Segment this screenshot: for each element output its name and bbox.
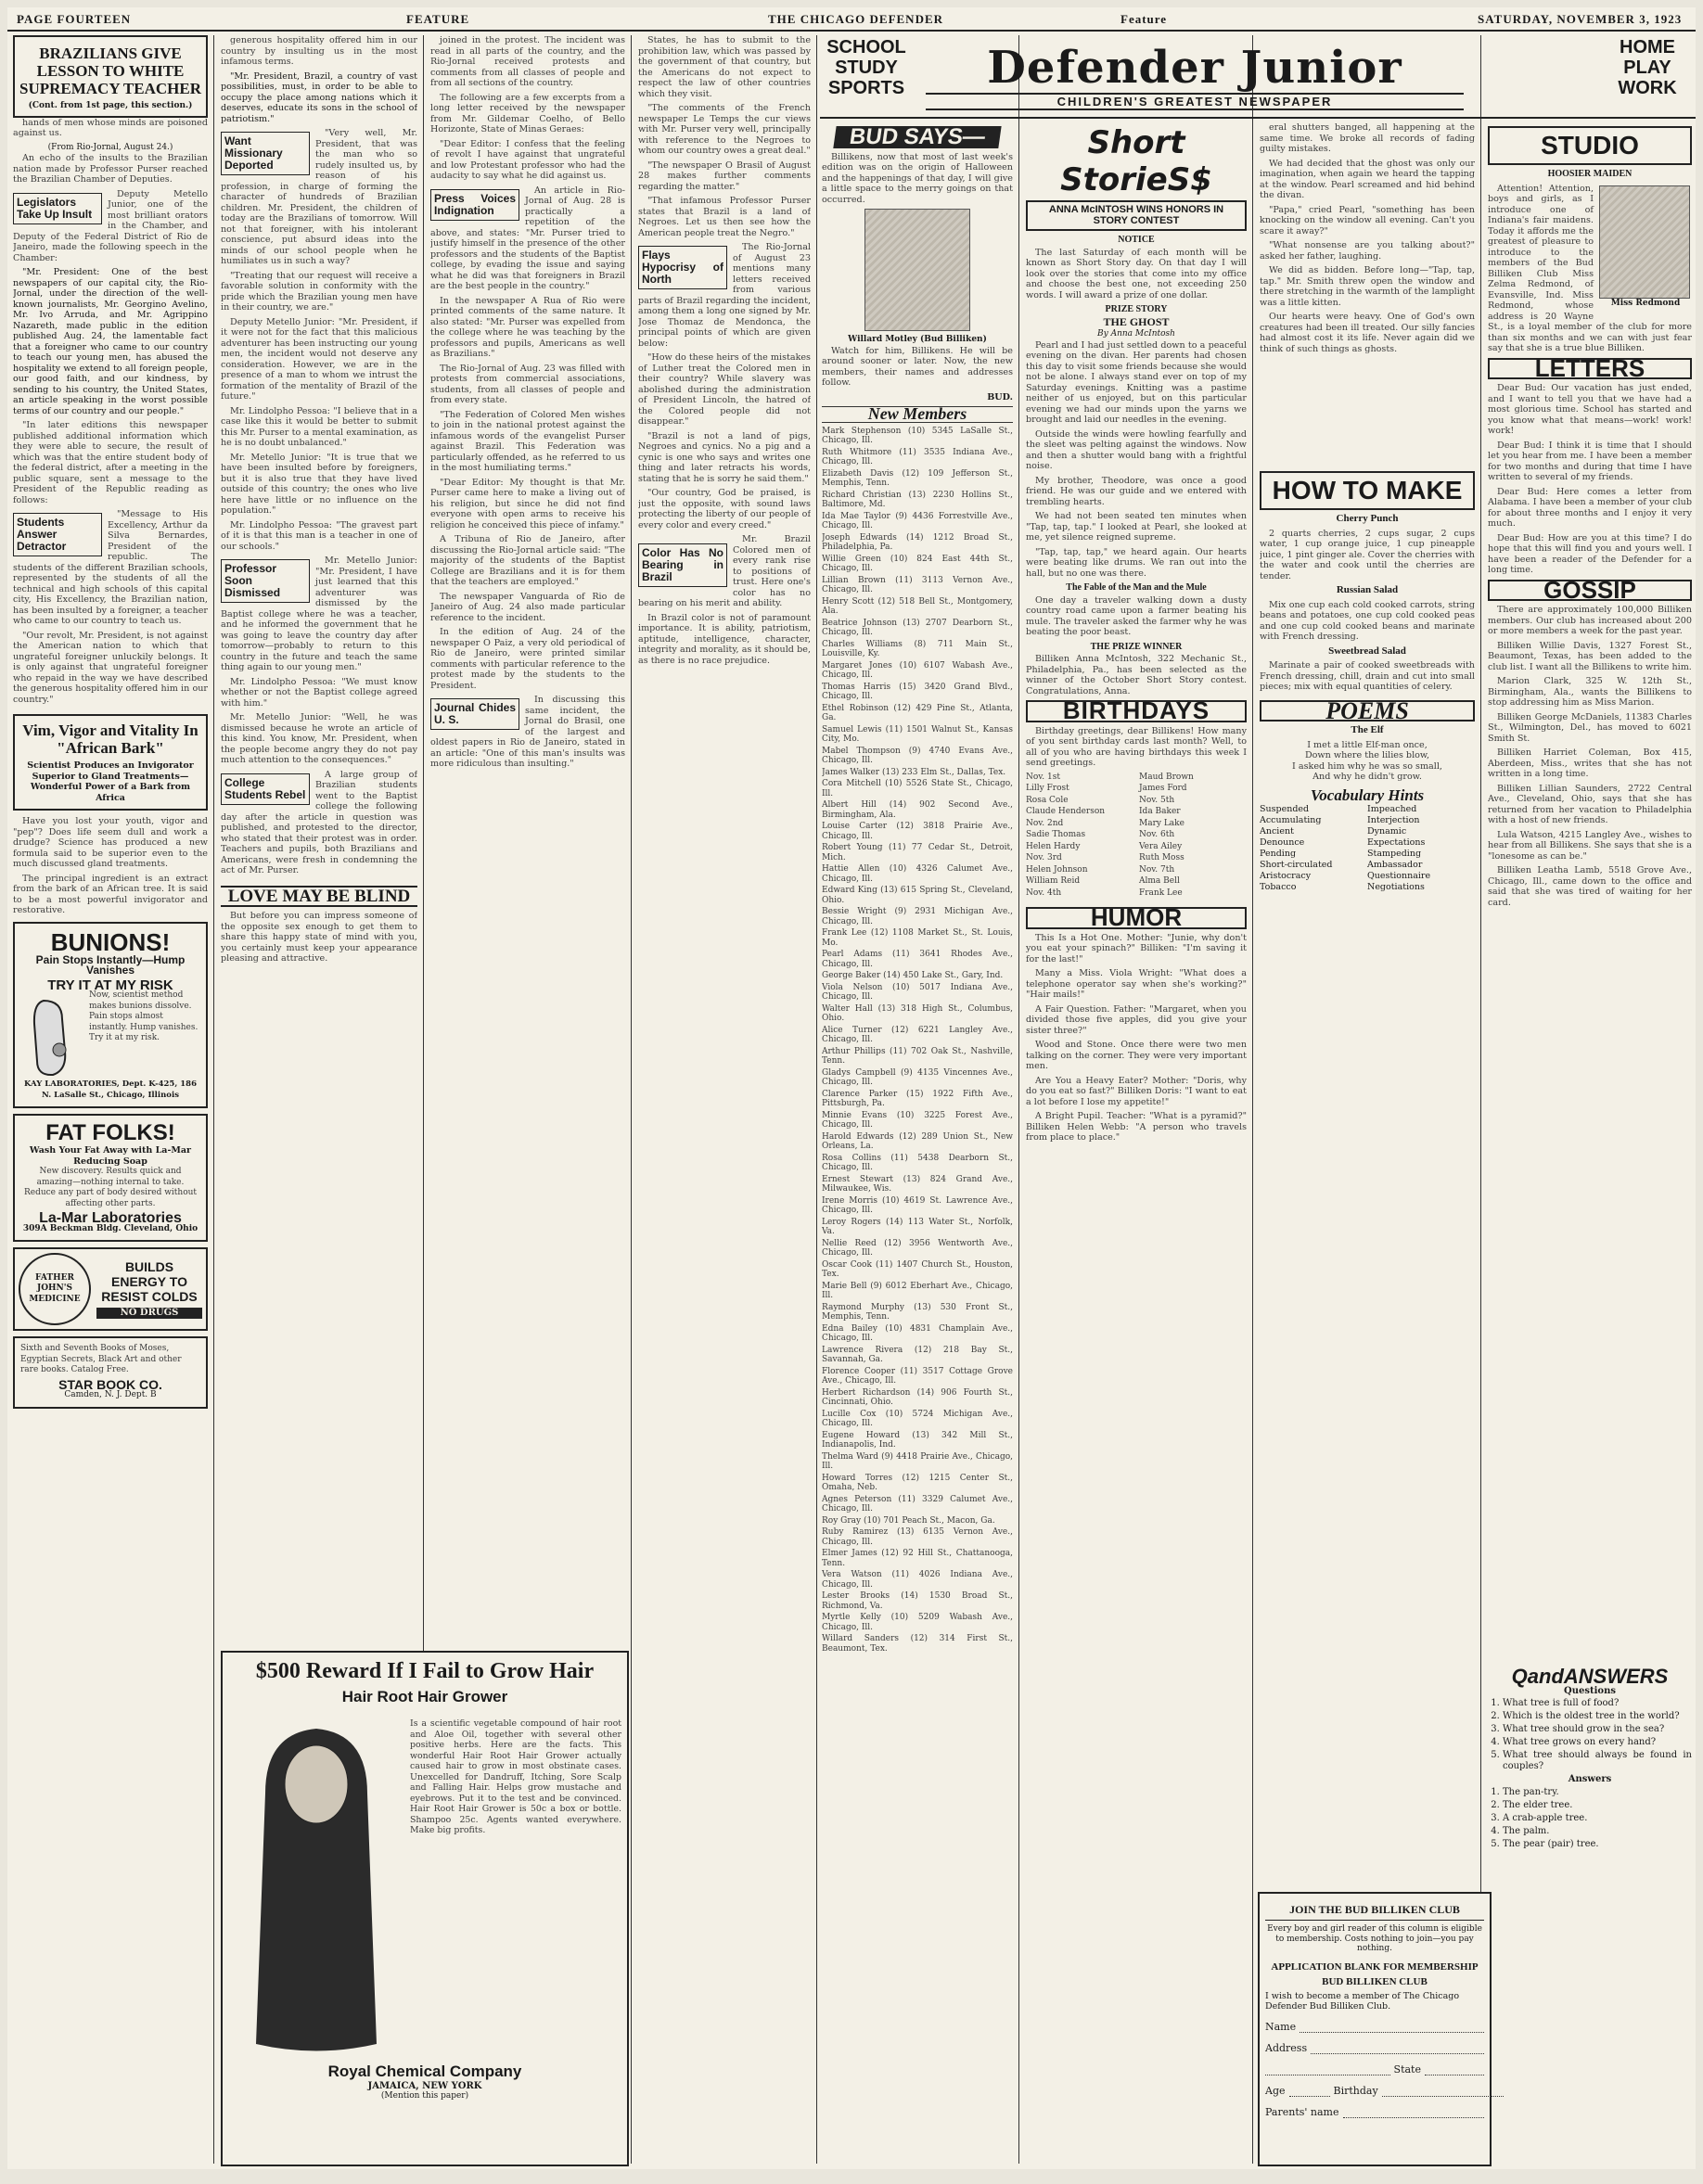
section-label-left: FEATURE: [406, 12, 470, 26]
slogan-study: STUDY: [835, 57, 898, 78]
box-head-professor: Professor Soon Dismissed: [221, 559, 310, 603]
qa-section: QandANSWERS Questions 1. What tree is full of food? 2. Which is the oldest tree in the world? 3. What tree should grow in the sea? 4. What tree grows on every hand? 5. What tree should always be found in couples? Answers 1. The pan-try. 2. The elder tree. 3. A crab-apple tree. 4. The palm. 5. The pear (pair) tree.: [1488, 1667, 1692, 2164]
anna-headline: ANNA McINTOSH WINS HONORS IN STORY CONTEST: [1026, 200, 1247, 231]
ad-royal-note: (Mention this paper): [380, 2091, 469, 2101]
club-application: [1258, 1892, 1492, 2166]
name-field[interactable]: [1300, 2017, 1484, 2033]
box-head-missionary: Want Missionary Deported: [221, 132, 310, 175]
ad-bunions-try: TRY IT AT MY RISK: [47, 977, 173, 993]
russian-salad-head: Russian Salad: [1336, 584, 1399, 595]
column-rule: [1018, 35, 1019, 2164]
hoosier-head: HOOSIER MAIDEN: [1547, 169, 1633, 179]
state-label: State: [1393, 2063, 1421, 2075]
ad-vim-subtitle: Scientist Produces an Invigorator Superior to Gland Treatments—Wonderful Power of a Bark from Africa: [27, 760, 194, 803]
column-3: joined in the protest. The incident was read in all parts of the country, and the Rio-Jornal received protests and comments from all classes of people and from all sections of the country. The following are a few excerpts from a long letter received by the newspaper from Mr. Gildemar Coelho, of Bello Horizonte, State of Minas Geraes: "Dear Editor: I confess that the feeling of revolt I have against that ungrateful and low Protestant professor who had the audacity to say what he did against us. Press Voices Indignation An article in Rio-Jornal of Aug. 28 is practically a repetition of the above, and states: "Mr. Purser tried to justify himself in the presence of the other professors and the students of the Baptist college, by evading the issue and saying what he did was that foreigners in Brazil are the best people in the country." In the newspaper A Rua of Rio were printed comments of the same nature. It also stated: "Mr. Purser was expelled from the college where he was teaching by the professors and pupils, Americans as well as Brazilians." The Rio-Jornal of Aug. 23 was filled with protests from commercial associations, students, from all classes of people and from every state. "The Federation of Colored Men wishes to join in the national protest against the infamous words of the evangelist Purser against Brazil. This Federation was particularly offended, as he referred to us in the most humiliating terms." "Dear Editor: My thought is that Mr. Purser came here to make a living out of his religion, but since he did not find everyone with open arms to receive his religion he conceived this piece of infamy." A Tribuna of Rio de Janeiro, after discussing the Rio-Jornal article said: "The majority of the students of the Baptist College are Brazilians and it is for them that the teachers are employed." The newspaper Vanguarda of Rio de Janeiro of Aug. 24 also made particular reference to the incident. In the edition of Aug. 24 of the newspaper O Paiz, a very old periodical of Rio de Janeiro, were printed similar comments with particular reference to the protest made by the students to the President. Journal Chides U. S. In discussing this same incident, the Jornal do Brasil, one of the largest and oldest papers in Rio de Janeiro, stated in an article: "One of this man's insults was more ridiculous than insulting.": [430, 35, 625, 769]
app-title: APPLICATION BLANK FOR MEMBERSHIP: [1271, 1960, 1479, 1973]
slogan-sports: SPORTS: [827, 78, 905, 98]
question: 1. What tree is full of food?: [1503, 1698, 1692, 1709]
vocab-word: Stampeding: [1367, 849, 1422, 859]
slogan-play: PLAY: [1623, 57, 1671, 78]
parents-field[interactable]: [1343, 2102, 1485, 2118]
vocab-word: Short-circulated: [1260, 860, 1333, 870]
box-head-legislators: Legislators Take Up Insult: [13, 193, 102, 224]
page-number: PAGE FOURTEEN: [17, 12, 132, 26]
birthday-field[interactable]: [1382, 2081, 1504, 2097]
newspaper-page: [7, 7, 1696, 2169]
gossip-head: GOSSIP: [1488, 580, 1692, 602]
new-members-head: New Members: [822, 406, 1013, 423]
ghost-title: THE GHOST: [1103, 314, 1170, 328]
ad-royal-chemical: Royal Chemical Company: [327, 2063, 522, 2080]
birthday-label: Birthday: [1333, 2084, 1378, 2097]
vocab-word: Aristocracy: [1260, 871, 1312, 881]
ad-african-bark: [13, 714, 208, 811]
column-1: BRAZILIANS GIVE LESSON TO WHITE SUPREMACY TEACHER (Cont. from 1st page, this section.) hands of men whose minds are poisoned against us. (From Rio-Jornal, August 24.) An echo of the insults to the Brazilian nation made by Professor Purser reached the Brazilian Chamber of Deputies. Legislators Take Up Insult Deputy Metello Junior, one of the most brilliant orators in the Chamber, and Deputy of the Federal District of Rio de Janeiro, made the following speech in the Chamber: "Mr. President: One of the best newspapers of our capital city, the Rio-Jornal, under the direction of the well-known journalists, Mr. Georgino Avelino, Mr. Ivo Arruda, and Mr. Agrippino Nazareth, made public in the edition published Aug. 24, the lamentable fact that a foreigner who came to our country to teach our young men, has abused the hospitality we extend to all foreign people, our good faith, and our kindness, by sending to his country, the United States, an article speaking in the worst possible terms of our country and our people." "In later editions this newspaper published additional information which they were able to secure, the result of which was that the entire student body of the federal district, after a meeting in the public square, sent a message to the President of the Republic reading as follows: Students Answer Detractor "Message to His Excellency, Arthur da Silva Bernardes, President of the republic. The students of the different Brazilian schools, represented by the students of all the technical and high schools of this capital city, His Excellency, the Brazilian nation, has been insulted by a foreigner, a teacher who came to our country to teach us. "Our revolt, Mr. President, is not against the American nation to which that ungrateful foreigner unluckily belongs. It is only against that ungrateful foreigner who repaid in the way we have described the generous hospitality offered him in our country." Vim, Vigor and Vitality In "African Bark" Scientist Produces an Invigorator Superior to Gland Treatments—Wonderful Power of a Bark from Africa Have you lost your youth, vigor and "pep"? Does life seem dull and work a drudge? Science has produced a new formula said to be superior even to the much discussed gland treatments. The principal ingredient is an extract from the bark of an African tree. It is said to be a most powerful invigorator and restorative. BUNIONS! Pain Stops Instantly—Hump Vanishes TRY IT AT MY RISK Now, scientist method makes bunions dissolve. Pain stops almost instantly. Hump vanishes. Try it at my risk. KAY LABORATORIES, Dept. K-425, 186 N. LaSalle St., Chicago, Illinois FAT FOLKS! Wash Your Fat Away with La-Mar Reducing Soap New discovery. Results quick and amazing—nothing internal to take. Reduce any part of body desired without affecting other parts. La-Mar Laboratories 309A Beckman Bldg. Cleveland, Ohio FATHER JOHN'S MEDICINE BUILDS ENERGY TO RESIST COLDS NO DRUGS Sixth and Seventh Books of Moses, Egyptian Secrets, Black Art and other rare books. Catalog Free. STAR BOOK CO. Camden, N. J. Dept. B: [13, 35, 208, 2164]
vocab-word: Denounce: [1260, 837, 1305, 848]
vocab-word: Accumulating: [1260, 815, 1322, 825]
ad-lamar-address: 309A Beckman Bldg. Cleveland, Ohio: [22, 1223, 198, 1233]
column-rule: [631, 35, 632, 2164]
questions-list: [1488, 1698, 1692, 1772]
column-4: States, he has to submit to the prohibition law, which was passed by the government of that country, but the Americans do not expect to respect the law of other countries which they visit. "The comments of the French newspaper Le Temps the cur views with Mr. Purser very well, principally with reference to the Negroes to whom our country owes a great deal." "The newspaper O Brasil of August 28 makes further comments regarding the matter." "That infamous Professor Purser states that Brazil is a land of Negroes. Let us then see how the American people treat the Negro." Flays Hypocrisy of North The Rio-Jornal of August 23 mentions many letters received from various parts of Brazil regarding the incident, among them a long one signed by Mr. Jose Thomaz de Mendonca, the principal points of which are given below: "How do these heirs of the mistakes of Luther treat the Colored men in their country? While slavery was abolished during the administration of President Lincoln, the hatred of the Colored people did not disappear." "Brazil is not a land of pigs, Negroes and cynics. No a pig and a cynic is one who says and writes one thing and later retracts his words, stating that he is sorry he said them." "Our country, God be praised, is just the opposite, with sound laws protecting the liberty of our people of every color and every creed." Color Has No Bearing in Brazil Mr. Brazil Colored men of every rank rise to positions of trust. Here one's color has no bearing on his merit and ability. In Brazil color is not of paramount importance. It is ability, patriotism, aptitude, intelligence, character, integrity and morality, as it should be, as there is no race prejudice.: [638, 35, 811, 666]
fable-head: The Fable of the Man and the Mule: [1066, 582, 1207, 593]
ad-hair-title: $500 Reward If I Fail to Grow Hair: [255, 1659, 595, 1683]
name-label: Name: [1265, 2020, 1297, 2033]
slogan-school: SCHOOL: [826, 37, 906, 57]
bud-signature: BUD.: [987, 391, 1013, 402]
ad-fat-sub: Wash Your Fat Away with La-Mar Reducing Soap: [29, 1145, 192, 1167]
vocab-word: Negotiations: [1367, 882, 1425, 892]
redmond-photo: [1599, 185, 1690, 299]
ad-father-johns: [13, 1247, 208, 1331]
answer: 4. The palm.: [1503, 1826, 1692, 1837]
answer: 3. A crab-apple tree.: [1503, 1813, 1692, 1824]
answers-head: Answers: [1568, 1774, 1612, 1784]
ad-bunions-company: KAY LABORATORIES, Dept. K-425, 186 N. LaSalle St., Chicago, Illinois: [23, 1079, 198, 1100]
ad-hair-subtitle: Hair Root Hair Grower: [341, 1688, 508, 1705]
ad-star-book-name: STAR BOOK CO.: [58, 1376, 162, 1392]
ad-star-book-address: Camden, N. J. Dept. B: [64, 1390, 157, 1399]
vocab-word: Ancient: [1260, 826, 1294, 837]
state-field[interactable]: [1425, 2060, 1484, 2075]
slogan-home: HOME: [1620, 37, 1675, 57]
vocab-word: Impeached: [1367, 804, 1417, 814]
junior-banner: [926, 43, 1464, 110]
masthead: [7, 7, 1696, 32]
story-continuation: eral shutters banged, all happening at the same time. We broke all records of fading guilty mistakes. We had decided that the ghost was only our imagination, when again we heard the tapping at the window. Pearl screamed and hid behind the divan. "Papa," cried Pearl, "something has been knocking on the window all evening. Can't you scare it away?" "What nonsense are you talking about?" asked her father, laughing. We did as bidden. Before long—"Tap, tap, tap." Mr. Smith threw open the window and there stretching in the warmth of the lamplight was a little kitten. Our hearts were heavy. One of God's own creatures had been ill treated. Our silly fancies had almost cost it its life. Never again did we think of such things as ghosts.: [1260, 122, 1475, 354]
love-headline: LOVE MAY BE BLIND: [221, 886, 417, 908]
answers-list: [1488, 1787, 1692, 1850]
box-head-color: Color Has No Bearing in Brazil: [638, 543, 727, 587]
vocab-word: Suspended: [1260, 804, 1310, 814]
box-head-journal: Journal Chides U. S.: [430, 698, 519, 730]
redmond-photo-block: [1599, 185, 1692, 310]
club-blurb: Every boy and girl reader of this column is eligible to membership. Costs nothing to join—you pay nothing.: [1267, 1924, 1482, 1953]
birthdays-head: BIRTHDAYS: [1026, 700, 1247, 722]
column-5: BUD SAYS— Billikens, now that most of last week's edition was on the origin of Halloween and the happenings of that day, I will give a little space to the merry goings on that occurred. Willard Motley (Bud Billiken) Watch for him, Billikens. He will be around sooner or later. Now, the new members, their names and addresses follow. BUD. New Members Mark Stephenson (10) 5345 LaSalle St., Chicago, Ill. Ruth Whitmore (11) 3535 Indiana Ave., Chicago, Ill. Elizabeth Davis (12) 109 Jefferson St., Memphis, Tenn. Richard Christian (13) 2230 Hollins St., Baltimore, Md. Ida Mae Taylor (9) 4436 Forrestville Ave., Chicago, Ill. Joseph Edwards (14) 1212 Broad St., Philadelphia, Pa. Willie Green (10) 824 East 44th St., Chicago, Ill. Lillian Brown (11) 3113 Vernon Ave., Chicago, Ill. Henry Scott (12) 518 Bell St., Montgomery, Ala. Beatrice Johnson (13) 2707 Dearborn St., Chicago, Ill. Charles Williams (8) 711 Main St., Louisville, Ky. Margaret Jones (10) 6107 Wabash Ave., Chicago, Ill. Thomas Harris (15) 3420 Grand Blvd., Chicago, Ill. Ethel Robinson (12) 429 Pine St., Atlanta, Ga. Samuel Lewis (11) 1501 Walnut St., Kansas City, Mo. Mabel Thompson (9) 4740 Evans Ave., Chicago, Ill. James Walker (13) 233 Elm St., Dallas, Tex. Cora Mitchell (10) 5526 State St., Chicago, Ill. Albert Hill (14) 902 Second Ave., Birmingham, Ala. Louise Carter (12) 3818 Prairie Ave., Chicago, Ill. Robert Young (11) 77 Cedar St., Detroit, Mich. Hattie Allen (10) 4326 Calumet Ave., Chicago, Ill. Edward King (13) 615 Spring St., Cleveland, Ohio. Bessie Wright (9) 2931 Michigan Ave., Chicago, Ill. Frank Lee (12) 1108 Market St., St. Louis, Mo. Pearl Adams (11) 3641 Rhodes Ave., Chicago, Ill. George Baker (14) 450 Lake St., Gary, Ind. Viola Nelson (10) 5017 Indiana Ave., Chicago, Ill. Walter Hall (13) 318 High St., Columbus, Ohio. Alice Turner (12) 6221 Langley Ave., Chicago, Ill. Arthur Phillips (11) 702 Oak St., Nashville, Tenn. Gladys Campbell (9) 4135 Vincennes Ave., Chicago, Ill. Clarence Parker (15) 1922 Fifth Ave., Pittsburgh, Pa. Minnie Evans (10) 3225 Forest Ave., Chicago, Ill. Harold Edwards (12) 289 Union St., New Orleans, La. Rosa Collins (11) 5438 Dearborn St., Chicago, Ill. Ernest Stewart (13) 824 Grand Ave., Milwaukee, Wis. Irene Morris (10) 4619 St. Lawrence Ave., Chicago, Ill. Leroy Rogers (14) 113 Water St., Norfolk, Va. Nellie Reed (12) 3956 Wentworth Ave., Chicago, Ill. Oscar Cook (11) 1407 Church St., Houston, Tex. Marie Bell (9) 6012 Eberhart Ave., Chicago, Ill. Raymond Murphy (13) 530 Front St., Memphis, Tenn. Edna Bailey (10) 4831 Champlain Ave., Chicago, Ill. Lawrence Rivera (12) 218 Bay St., Savannah, Ga. Florence Cooper (11) 3517 Cottage Grove Ave., Chicago, Ill. Herbert Richardson (14) 906 Fourth St., Cincinnati, Ohio. Lucille Cox (10) 5724 Michigan Ave., Chicago, Ill. Eugene Howard (13) 342 Mill St., Indianapolis, Ind. Thelma Ward (9) 4418 Prairie Ave., Chicago, Ill. Howard Torres (12) 1215 Center St., Omaha, Neb. Agnes Peterson (11) 3329 Calumet Ave., Chicago, Ill. Roy Gray (10) 701 Peach St., Macon, Ga. Ruby Ramirez (13) 6135 Vernon Ave., Chicago, Ill. Elmer James (12) 92 Hill St., Chattanooga, Tenn. Vera Watson (11) 4026 Indiana Ave., Chicago, Ill. Lester Brooks (14) 1530 Broad St., Richmond, Va. Myrtle Kelly (10) 5209 Wabash Ave., Chicago, Ill. Willard Sanders (12) 314 First St., Beaumont, Tex.: [822, 124, 1013, 1654]
ad-lamar: La-Mar Laboratories: [39, 1210, 182, 1226]
vocab-head: Vocabulary Hints: [1310, 785, 1425, 804]
paper-name: THE CHICAGO DEFENDER: [768, 12, 944, 26]
ad-hair-grower: $500 Reward If I Fail to Grow Hair Hair Root Hair Grower Is a scientific vegetable compound of hair root and Aloe Oil, together with several other positive herbs. Here are the facts. This wonderful Hair Root Hair Grower actually caused hair to grow in most obstinate cases. Unexcelled for Dandruff, Itching, Sore Scalp and Falling Hair. Helps grow mustache and eyebrows. Put it to the test and be convinced. Hair Root Hair Grower is 50c a box or bottle. Shampoo 25c. Agents wanted everywhere. Make big profits. Royal Chemical Company JAMAICA, NEW YORK (Mention this paper): [221, 1651, 629, 2166]
issue-date: SATURDAY, NOVEMBER 3, 1923: [1478, 12, 1683, 26]
lead-byline: (From Rio-Jornal, August 24.): [47, 142, 173, 152]
vocab-list: [1260, 804, 1475, 893]
elf-title: The Elf: [1351, 724, 1384, 735]
members-list: Mark Stephenson (10) 5345 LaSalle St., Chicago, Ill. Ruth Whitmore (11) 3535 Indiana Ave., Chicago, Ill. Elizabeth Davis (12) 109 Jefferson St., Memphis, Tenn. Richard Christian (13) 2230 Hollins St., Baltimore, Md. Ida Mae Taylor (9) 4436 Forrestville Ave., Chicago, Ill. Joseph Edwards (14) 1212 Broad St., Philadelphia, Pa. Willie Green (10) 824 East 44th St., Chicago, Ill. Lillian Brown (11) 3113 Vernon Ave., Chicago, Ill. Henry Scott (12) 518 Bell St., Montgomery, Ala. Beatrice Johnson (13) 2707 Dearborn St., Chicago, Ill. Charles Williams (8) 711 Main St., Louisville, Ky. Margaret Jones (10) 6107 Wabash Ave., Chicago, Ill. Thomas Harris (15) 3420 Grand Blvd., Chicago, Ill. Ethel Robinson (12) 429 Pine St., Atlanta, Ga. Samuel Lewis (11) 1501 Walnut St., Kansas City, Mo. Mabel Thompson (9) 4740 Evans Ave., Chicago, Ill. James Walker (13) 233 Elm St., Dallas, Tex. Cora Mitchell (10) 5526 State St., Chicago, Ill. Albert Hill (14) 902 Second Ave., Birmingham, Ala. Louise Carter (12) 3818 Prairie Ave., Chicago, Ill. Robert Young (11) 77 Cedar St., Detroit, Mich. Hattie Allen (10) 4326 Calumet Ave., Chicago, Ill. Edward King (13) 615 Spring St., Cleveland, Ohio. Bessie Wright (9) 2931 Michigan Ave., Chicago, Ill. Frank Lee (12) 1108 Market St., St. Louis, Mo. Pearl Adams (11) 3641 Rhodes Ave., Chicago, Ill. George Baker (14) 450 Lake St., Gary, Ind. Viola Nelson (10) 5017 Indiana Ave., Chicago, Ill. Walter Hall (13) 318 High St., Columbus, Ohio. Alice Turner (12) 6221 Langley Ave., Chicago, Ill. Arthur Phillips (11) 702 Oak St., Nashville, Tenn. Gladys Campbell (9) 4135 Vincennes Ave., Chicago, Ill. Clarence Parker (15) 1922 Fifth Ave., Pittsburgh, Pa. Minnie Evans (10) 3225 Forest Ave., Chicago, Ill. Harold Edwards (12) 289 Union St., New Orleans, La. Rosa Collins (11) 5438 Dearborn St., Chicago, Ill. Ernest Stewart (13) 824 Grand Ave., Milwaukee, Wis. Irene Morris (10) 4619 St. Lawrence Ave., Chicago, Ill. Leroy Rogers (14) 113 Water St., Norfolk, Va. Nellie Reed (12) 3956 Wentworth Ave., Chicago, Ill. Oscar Cook (11) 1407 Church St., Houston, Tex. Marie Bell (9) 6012 Eberhart Ave., Chicago, Ill. Raymond Murphy (13) 530 Front St., Memphis, Tenn. Edna Bailey (10) 4831 Champlain Ave., Chicago, Ill. Lawrence Rivera (12) 218 Bay St., Savannah, Ga. Florence Cooper (11) 3517 Cottage Grove Ave., Chicago, Ill. Herbert Richardson (14) 906 Fourth St., Cincinnati, Ohio. Lucille Cox (10) 5724 Michigan Ave., Chicago, Ill. Eugene Howard (13) 342 Mill St., Indianapolis, Ind. Thelma Ward (9) 4418 Prairie Ave., Chicago, Ill. Howard Torres (12) 1215 Center St., Omaha, Neb. Agnes Peterson (11) 3329 Calumet Ave., Chicago, Ill. Roy Gray (10) 701 Peach St., Macon, Ga. Ruby Ramirez (13) 6135 Vernon Ave., Chicago, Ill. Elmer James (12) 92 Hill St., Chattanooga, Tenn. Vera Watson (11) 4026 Indiana Ave., Chicago, Ill. Lester Brooks (14) 1530 Broad St., Richmond, Va. Myrtle Kelly (10) 5209 Wabash Ave., Chicago, Ill. Willard Sanders (12) 314 First St., Beaumont, Tex.: [822, 426, 1013, 1654]
ad-bunions-title: BUNIONS!: [50, 927, 171, 956]
ad-royal-address: JAMAICA, NEW YORK: [367, 2081, 482, 2091]
vocab-word: Pending: [1260, 849, 1297, 859]
sweetbread-head: Sweetbread Salad: [1328, 645, 1406, 657]
how-to-make-head: HOW TO MAKE: [1260, 471, 1475, 510]
notice-head: NOTICE: [1118, 235, 1155, 245]
birthdays-list: Nov. 1st Lilly Frost Rosa Cole Claude Henderson Nov. 2nd Sadie Thomas Helen Hardy Nov. 3rd Helen Johnson William Reid Nov. 4th Maud Brown James Ford Nov. 5th Ida Baker Mary Lake Nov. 6th Vera Ailey Ruth Moss Nov. 7th Alma Bell Frank Lee: [1026, 772, 1194, 898]
section-label-right: Feature: [1120, 12, 1168, 26]
lead-quote-1: "Mr. President: One of the best newspapers of our capital city, the Rio-Jornal, under the direction of the well-known journalists, Mr. Georgino Avelino, Mr. Ivo Arruda, and Mr. Agrippino Nazareth, made public in the edition published Aug. 24, the lamentable fact that a foreigner who came to our country to teach our young men, has abused the hospitality we extend to all foreign people, our good faith, and our kindness, by sending to his country, the United States, an article speaking in the worst possible terms of our country and our people.": [13, 267, 208, 416]
short-stories-head: Short StorieS$: [1060, 124, 1212, 198]
ad-no-drugs: NO DRUGS: [96, 1308, 202, 1319]
column-8: STUDIO HOOSIER MAIDEN Miss Redmond Attention! Attention, boys and girls, as I introduce one of Indiana's fair maidens. Today it affords me the greatest of pleasure to introduce to the members of the Bud Billiken Club Miss Zelma Redmond, of Evansville, Ind. Miss Redmond, whose address is 20 Wayne St., is a loyal member of the club for more than six months and we can with just fear say that she is a true blue Billiken. LETTERS Dear Bud: Our vacation has just ended, and I want to tell you that we have had a most glorious time. School has started and you know what that means—work! work! work! Dear Bud: I think it is time that I should let you hear from me. I have been a member for two months and during that time I have written to several of my friends. Dear Bud: Here comes a letter from Alabama. I have been a member of your club for about three months and I enjoy it very much. Dear Bud: How are you at this time? I do hope that this will find you and yours well. I have been a reader of the Defender for a long time. GOSSIP There are approximately 100,000 Billiken members. Our club has increased about 200 or more members a week for the past year. Billiken Willie Davis, 1327 Forest St., Beaumont, Texas, has been added to the club list. I want all the Billikens to write him. Marion Clark, 325 W. 12th St., Birmingham, Ala., wants the Billikens to stop addressing him as Miss Marion. Billiken George McDaniels, 11383 Charles St., Wilmington, Del., has moved to 6021 Smith St. Billiken Harriet Coleman, Box 415, Aberdeen, Miss., writes that she has not written in a long time. Billiken Lillian Saunders, 2722 Central Ave., Cleveland, Ohio, says that she has returned from her vacation to Philadelphia with a host of new friends. Lula Watson, 4215 Langley Ave., wishes to hear from all Billikens. She says that she is a "lonesome as can be." Billiken Leatha Lamb, 5518 Grove Ave., Chicago, Ill., came down to the office and said that she was tired of waiting for her card.: [1488, 122, 1692, 1662]
junior-header-rule: [820, 117, 1696, 119]
poems-head: POEMS: [1260, 700, 1475, 722]
vocab-word: Expectations: [1367, 837, 1426, 848]
question: 4. What tree grows on every hand?: [1503, 1737, 1692, 1748]
bud-caption: Willard Motley (Bud Billiken): [848, 335, 987, 344]
answer: 5. The pear (pair) tree.: [1503, 1839, 1692, 1850]
lead-quote-2: "Mr. President, Brazil, a country of vast possibilities, must, in order to be able to occupy the place among nations which it deserves, educate its sons in the school of patriotism.": [221, 70, 417, 124]
bud-photo: [864, 209, 970, 331]
lead-headline: BRAZILIANS GIVE LESSON TO WHITE SUPREMACY TEACHER: [19, 45, 201, 97]
column-2: generous hospitality offered him in our country by insulting us in the most infamous terms. "Mr. President, Brazil, a country of vast possibilities, must, in order to be able to occupy the place among nations which it deserves, educate its sons in the school of patriotism." Want Missionary Deported "Very well, Mr. President, that was the man who so rudely insulted us, by reason of his profession, in charge of forming the character of hundreds of Brazilian children. Mr. President, the children of today are the Brazilians of tomorrow. Will not that foreigner, with his intolerant conscience, put absurd ideas into the minds of our school people when he humiliates us in such a way? "Treating that our request will receive a favorable solution in conformity with the pride which the Brazilian young men have in their country, we are." Deputy Metello Junior: "Mr. President, if it were not for the fact that this malicious adventurer has been instructing our young men, the incident would not deserve any consideration. However, we are in the presence of a man to whom we intrust the formation of the mentality of Brazil of the future." Mr. Lindolpho Pessoa: "I believe that in a case like this it would be better to submit this Mr. Purser to a mental examination, as he is no doubt unbalanced." Mr. Metello Junior: "It is true that we have been insulted before by foreigners, but it is also true that they have lived outside of this country; the ones who live here have little or no influence on the population." Mr. Lindolpho Pessoa: "The gravest part of it is that this man is a teacher in one of our schools." Professor Soon Dismissed Mr. Metello Junior: "Mr. President, I have just learned that this adventurer was dismissed by the Baptist college where he was a teacher, and he informed the government that he was going to leave the country day after tomorrow—probably to return to this country in the future and teach the same thing again to our young men." Mr. Lindolpho Pessoa: "We must know whether or not the Baptist college agreed with him." Mr. Metello Junior: "Well, he was dismissed because he wrote an article of this kind. You know, Mr. President, when the people become angry they do not pay much attention to the consequences." College Students Rebel A large group of Brazilian students went to the Baptist college the following day after the article in question was published, and protested to the director, who stated that their protest was in order. Teachers and pupils, both Brazilians and Americans, were fresh in condemning the act of Mr. Purser. LOVE MAY BE BLIND But before you can impress someone of the opposite sex enough to get them to share this happy state of mind with you, you certainly must keep your appearance pleasing and attractive.: [221, 35, 417, 964]
column-rule: [1252, 35, 1253, 2164]
studio-head: STUDIO: [1488, 126, 1692, 165]
question: 3. What tree should grow in the sea?: [1503, 1724, 1692, 1735]
slogan-work: WORK: [1618, 78, 1677, 98]
address-field[interactable]: [1311, 2038, 1484, 2054]
vocab-word: Dynamic: [1367, 826, 1407, 837]
lead-continued: (Cont. from 1st page, this section.): [28, 101, 193, 110]
junior-slogan-left: [824, 37, 909, 109]
app-club: BUD BILLIKEN CLUB: [1322, 1975, 1428, 1987]
ad-star-book: Sixth and Seventh Books of Moses, Egyptian Secrets, Black Art and other rare books. Catalog Free. STAR BOOK CO. Camden, N. J. Dept. B: [13, 1336, 208, 1409]
column-6: Short StorieS$ ANNA McINTOSH WINS HONORS IN STORY CONTEST NOTICE The last Saturday of each month will be known as Short Story day. On that day I will look over the stories that come into my office and choose the best one, not exceeding 250 words. I will award a prize of one dollar. PRIZE STORY THE GHOST By Anna McIntosh Pearl and I had just settled down to a peaceful evening on the divan. Her parents had chosen this day to visit some friends because she would not be alone. I always stand ever on top of my Saturday evenings. Knitting was a pastime neither of us enjoyed, but on this particular evening we had our minds upon the yarns we brought and laid our needles in the evening. Outside the winds were howling fearfully and the sleet was pelting against the windows. Now and then a shutter would bang with a frightful noise. My brother, Theodore, was once a good friend. He was our guide and we entered with trembling hearts. We had not been seated ten minutes when "Tap, tap, tap." I looked at Pearl, she looked at me, yet silence reigned supreme. "Tap, tap, tap," we heard again. Our hearts were beating like drums. We ran out into the hall, but no one was there. The Fable of the Man and the Mule One day a traveler walking down a dusty country road came upon a farmer beating his mule. The traveler asked the farmer why he was beating the poor beast. THE PRIZE WINNER Billiken Anna McIntosh, 322 Mechanic St., Philadelphia, Pa., has been selected as the winner of the October Short Story contest. Congratulations, Anna. BIRTHDAYS Birthday greetings, dear Billikens! How many of you sent birthday cards last month? Well, to all of you who are having birthdays this week I send greetings. Nov. 1st Lilly Frost Rosa Cole Claude Henderson Nov. 2nd Sadie Thomas Helen Hardy Nov. 3rd Helen Johnson William Reid Nov. 4th Maud Brown James Ford Nov. 5th Ida Baker Mary Lake Nov. 6th Vera Ailey Ruth Moss Nov. 7th Alma Bell Frank Lee HUMOR This Is a Hot One. Mother: "Junie, why don't you eat your spinach?" Billiken: "I'm saving it for the last!" Many a Miss. Viola Wright: "What does a telephone operator say when she's working?" "Hair mails!" A Fair Question. Father: "Margaret, when you divided those five apples, did you give your sister three?" Wood and Stone. Once there were two men talking on the corner. They were very important men. Are You a Heavy Eater? Mother: "Doris, why do you eat so fast?" Billiken Doris: "I want to eat a lot before I lose my appetite!" A Bright Pupil. Teacher: "What is a pyramid?" Billiken Helen Webb: "A person who travels from place to place.": [1026, 124, 1247, 1143]
box-head-hypocrisy: Flays Hypocrisy of North: [638, 246, 727, 289]
humor-head: HUMOR: [1026, 907, 1247, 929]
junior-slogan-right: [1603, 37, 1692, 109]
letters-head: LETTERS: [1488, 358, 1692, 380]
ad-fat-title: FAT FOLKS!: [45, 1120, 175, 1145]
father-johns-seal: FATHER JOHN'S MEDICINE: [19, 1253, 91, 1325]
club-title: JOIN THE BUD BILLIKEN CLUB: [1265, 1903, 1484, 1921]
app-pledge: I wish to become a member of The Chicago Defender Bud Billiken Club.: [1265, 1990, 1460, 2012]
answer: 2. The elder tree.: [1503, 1800, 1692, 1811]
junior-subtitle: CHILDREN'S GREATEST NEWSPAPER: [926, 93, 1464, 110]
cherry-punch-head: Cherry Punch: [1336, 513, 1399, 524]
age-field[interactable]: [1289, 2081, 1330, 2097]
box-head-press: Press Voices Indignation: [430, 189, 519, 221]
ad-bunions-sub: Pain Stops Instantly—Hump Vanishes: [35, 952, 186, 977]
prize-winner-head: THE PRIZE WINNER: [1090, 641, 1183, 652]
foot-icon: [20, 996, 85, 1079]
bud-says-header: BUD SAYS—: [833, 126, 1001, 148]
parents-label: Parents' name: [1265, 2105, 1339, 2118]
column-rule: [213, 35, 214, 2164]
box-head-students: Students Answer Detractor: [13, 513, 102, 556]
column-rule: [816, 35, 817, 2164]
ad-bunions: BUNIONS! Pain Stops Instantly—Hump Vanishes TRY IT AT MY RISK Now, scientist method makes bunions dissolve. Pain stops almost instantly. Hump vanishes. Try it at my risk. KAY LABORATORIES, Dept. K-425, 186 N. LaSalle St., Chicago, Illinois: [13, 922, 208, 1109]
ghost-byline: By Anna McIntosh: [1097, 329, 1175, 338]
vocab-word: Interjection: [1367, 815, 1420, 825]
vocab-word: Tobacco: [1260, 882, 1297, 892]
answer: 1. The pan-try.: [1503, 1787, 1692, 1798]
question: 5. What tree should always be found in couples?: [1503, 1750, 1692, 1772]
redmond-caption: Miss Redmond: [1610, 298, 1681, 308]
vocab-word: Questionnaire: [1367, 871, 1431, 881]
box-head-college: College Students Rebel: [221, 773, 310, 805]
ad-fat-folks: FAT FOLKS! Wash Your Fat Away with La-Mar Reducing Soap New discovery. Results quick and amazing—nothing internal to take. Reduce any part of body desired without affecting other parts. La-Mar Laboratories 309A Beckman Bldg. Cleveland, Ohio: [13, 1114, 208, 1242]
prize-story-head: PRIZE STORY: [1105, 304, 1168, 314]
woman-long-hair-icon: [228, 1710, 404, 2063]
question: 2. Which is the oldest tree in the world?: [1503, 1711, 1692, 1722]
age-label: Age: [1265, 2084, 1286, 2097]
address-label: Address: [1265, 2041, 1308, 2054]
ad-vim-title: Vim, Vigor and Vitality In "African Bark": [22, 722, 198, 757]
column-7: HOW TO MAKE Cherry Punch 2 quarts cherries, 2 cups sugar, 2 cups water, 1 cup orange juice, 1 cup pineapple juice, 1 pint ginger ale. Cover the cherries with the water and cook until the cherries are tender. Russian Salad Mix one cup each cold cooked carrots, string beans and potatoes, one cup cold cooked peas and one cup cold cooked beans and marinate with French dressing. Sweetbread Salad Marinate a pair of cooked sweetbreads with French dressing, chill, drain and cut into small pieces; mix with equal quantities of celery. POEMS The Elf I met a little Elf-man once, Down where the lilies blow, I asked him why he was so small, And why he didn't grow. Vocabulary Hints Suspended Impeached Accumulating Interjection Ancient Dynamic Denounce Expectations Pending Stampeding Short-circulated Ambassador Aristocracy Questionnaire Tobacco Negotiations: [1260, 122, 1475, 1662]
ad-builds-energy: BUILDS ENERGY TO RESIST COLDS: [101, 1259, 198, 1305]
city-field[interactable]: [1265, 2060, 1390, 2075]
lead-headline-box: [13, 35, 208, 118]
column-rule: [1480, 35, 1481, 2164]
junior-title: Defender Junior: [987, 42, 1402, 94]
vocab-word: Ambassador: [1367, 860, 1423, 870]
qa-head: QandANSWERS: [1511, 1667, 1669, 1688]
